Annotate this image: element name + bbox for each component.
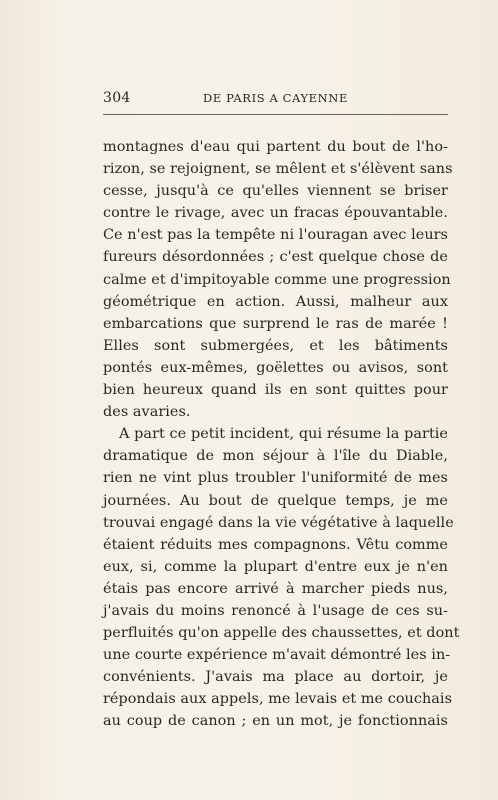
text-line: A part ce petit incident, qui résume la partie (119, 426, 448, 443)
text-line: contre le rivage, avec un fracas épouvantable. (103, 205, 448, 222)
text-line: cesse, jusqu'à ce qu'elles viennent se briser (103, 183, 448, 200)
body-text (103, 136, 460, 733)
text-line: répondais aux appels, me levais et me couchais (103, 691, 453, 708)
text-line: bien heureux quand ils en sont quittes pour (103, 382, 448, 399)
text-line: géométrique en action. Aussi, malheur aux (103, 293, 448, 310)
running-title: DE PARIS A CAYENNE (203, 91, 348, 105)
text-line: une courte expérience m'avait démontré les in- (103, 647, 451, 664)
text-line: eux, si, comme la plupart d'entre eux je n'en (103, 558, 448, 575)
header-rule (103, 114, 448, 115)
text-line: au coup de canon ; en un mot, je fonctionnais (103, 713, 448, 730)
page-number: 304 (103, 90, 131, 106)
text-line: étais pas encore arrivé à marcher pieds nus, (103, 580, 448, 597)
text-line: rizon, se rejoignent, se mêlent et s'élèvent sans (103, 161, 453, 178)
text-line: pontés eux-mêmes, goëlettes ou avisos, sont (103, 359, 448, 376)
page-header (103, 86, 448, 112)
text-line: convénients. J'avais ma place au dortoir, je (103, 669, 448, 686)
paragraph (103, 136, 453, 423)
text-line: des avaries. (103, 404, 191, 421)
text-line: journées. Au bout de quelque temps, je me (103, 492, 448, 509)
text-line: rien ne vint plus troubler l'uniformité de mes (103, 470, 448, 487)
text-line: fureurs désordonnées ; c'est quelque chose de (103, 249, 448, 266)
text-line: étaient réduits mes compagnons. Vêtu comme (103, 536, 448, 553)
text-line: Elles sont submergées, et les bâtiments (103, 337, 448, 354)
text-line: embarcations que surprend le ras de marée ! (103, 315, 448, 332)
text-line: j'avais du moins renoncé à l'usage de ces su- (103, 602, 448, 619)
text-line: trouvai engagé dans la vie végétative à laquelle (103, 514, 454, 531)
text-line: perfluités qu'on appelle des chaussettes, et dont (103, 625, 460, 642)
text-line: dramatique de mon séjour à l'île du Diable, (103, 448, 448, 465)
paragraph (103, 423, 460, 732)
text-line: Ce n'est pas la tempête ni l'ouragan avec leurs (103, 227, 448, 244)
text-line: calme et d'impitoyable comme une progression (103, 271, 451, 288)
text-line: montagnes d'eau qui partent du bout de l'ho- (103, 139, 448, 155)
